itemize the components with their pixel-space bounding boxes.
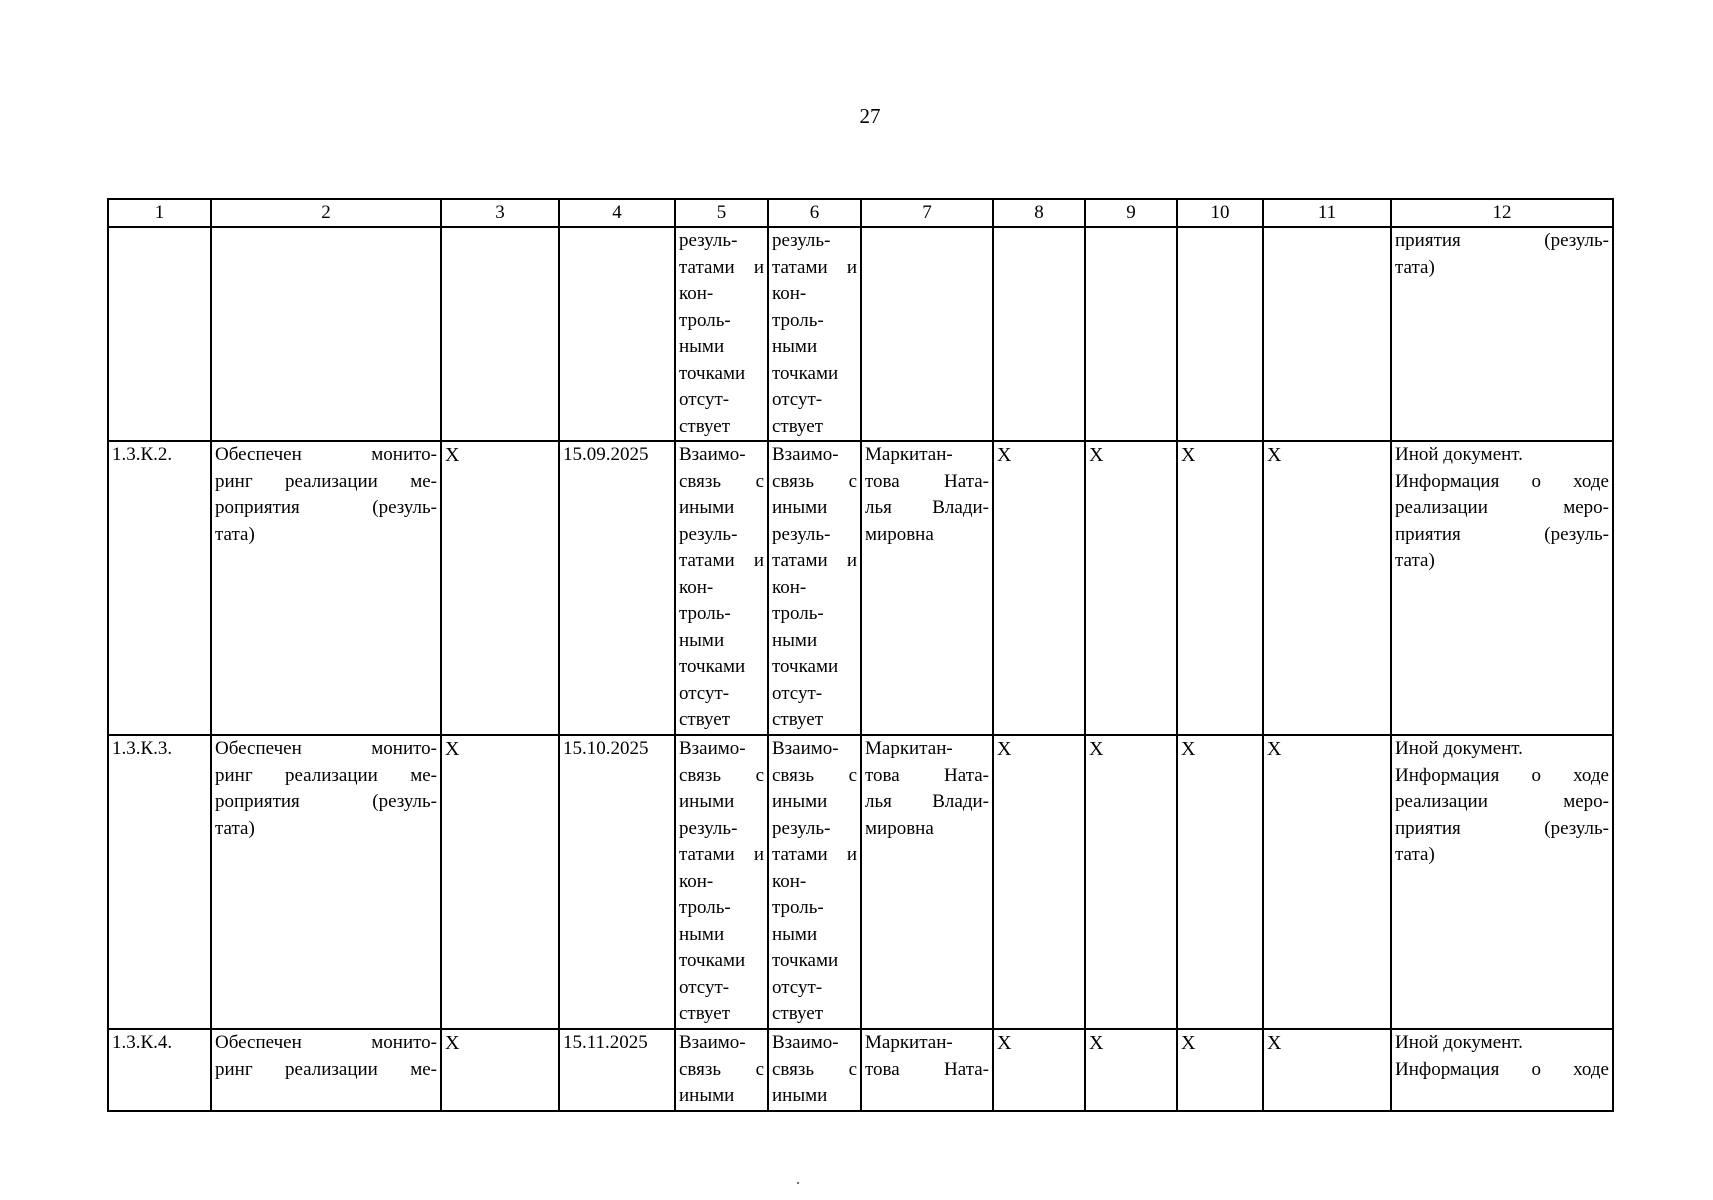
cell-document bbox=[1391, 735, 1613, 1029]
line: точками bbox=[772, 362, 839, 384]
line: отсут- bbox=[772, 976, 823, 998]
line: ствует bbox=[679, 415, 731, 437]
line: точками bbox=[679, 362, 746, 384]
cell-col10: X bbox=[1177, 1029, 1263, 1111]
col-header-3: 3 bbox=[441, 199, 559, 227]
cell-date: 15.10.2025 bbox=[559, 735, 675, 1029]
line: троль- bbox=[772, 897, 824, 918]
cell-code: 1.3.К.2. bbox=[108, 441, 211, 735]
line: Взаимо- bbox=[772, 1032, 839, 1053]
line: троль- bbox=[772, 603, 824, 624]
cell-code: 1.3.К.4. bbox=[108, 1029, 211, 1111]
page-number: 27 bbox=[859, 104, 881, 128]
line: резуль- bbox=[772, 230, 831, 251]
cell-col3 bbox=[441, 227, 559, 441]
line: ствует bbox=[772, 415, 824, 437]
col-header-8: 8 bbox=[993, 199, 1085, 227]
cell-col10: X bbox=[1177, 735, 1263, 1029]
line: Взаимо- bbox=[679, 1032, 746, 1053]
line: троль- bbox=[679, 309, 731, 331]
cell-col5 bbox=[675, 735, 768, 1029]
line: Взаимо- bbox=[772, 738, 839, 759]
line: татами и bbox=[772, 256, 857, 278]
line: троль- bbox=[679, 603, 731, 624]
col-header-2: 2 bbox=[211, 199, 441, 227]
line: приятия (резуль- bbox=[1395, 817, 1609, 839]
line: связь с bbox=[772, 764, 857, 786]
line: Взаимо- bbox=[772, 444, 839, 465]
col-header-1: 1 bbox=[108, 199, 211, 227]
line: отсут- bbox=[679, 976, 730, 998]
line: иными bbox=[772, 1085, 828, 1106]
line: ствует bbox=[772, 709, 824, 730]
line: ными bbox=[679, 336, 725, 357]
line: отсут- bbox=[679, 682, 730, 704]
line: татами и bbox=[679, 550, 764, 571]
col-header-6: 6 bbox=[768, 199, 861, 227]
line: реализации меро- bbox=[1395, 791, 1609, 812]
line: тата) bbox=[1395, 256, 1435, 278]
line: иными bbox=[679, 791, 735, 812]
cell-col6 bbox=[768, 227, 861, 441]
line: Обеспечен монито- bbox=[215, 738, 437, 759]
line: ринг реализации ме- bbox=[215, 764, 437, 786]
line: приятия (резуль- bbox=[1395, 230, 1609, 251]
line: точками bbox=[679, 656, 746, 677]
line: Маркитан- bbox=[865, 1032, 953, 1053]
cell-code bbox=[108, 227, 211, 441]
line: ствует bbox=[679, 709, 731, 730]
line: реализации меро- bbox=[1395, 497, 1609, 518]
cell-col3: X bbox=[441, 441, 559, 735]
col-header-11: 11 bbox=[1263, 199, 1391, 227]
cell-document bbox=[1391, 1029, 1613, 1111]
cell-col10: X bbox=[1177, 441, 1263, 735]
cell-col10 bbox=[1177, 227, 1263, 441]
line: резуль- bbox=[679, 523, 738, 545]
col-header-5: 5 bbox=[675, 199, 768, 227]
line: кон- bbox=[772, 576, 807, 598]
cell-name bbox=[211, 735, 441, 1029]
cell-document bbox=[1391, 441, 1613, 735]
line: мировна bbox=[865, 523, 934, 545]
cell-responsible bbox=[861, 735, 993, 1029]
line: резуль- bbox=[679, 817, 738, 839]
cell-col5 bbox=[675, 441, 768, 735]
cell-name bbox=[211, 1029, 441, 1111]
cell-date: 15.11.2025 bbox=[559, 1029, 675, 1111]
line: точками bbox=[772, 950, 839, 971]
col-header-9: 9 bbox=[1085, 199, 1177, 227]
line: това Ната- bbox=[865, 764, 989, 786]
line: Обеспечен монито- bbox=[215, 444, 437, 465]
line: резуль- bbox=[679, 230, 738, 251]
line: иными bbox=[772, 791, 828, 812]
line: приятия (резуль- bbox=[1395, 523, 1609, 545]
line: связь с bbox=[679, 470, 764, 492]
line: троль- bbox=[772, 309, 824, 331]
line: иными bbox=[679, 497, 735, 518]
cell-col9: X bbox=[1085, 735, 1177, 1029]
line: тата) bbox=[1395, 550, 1435, 571]
line: мировна bbox=[865, 817, 934, 839]
line: ринг реализации ме- bbox=[215, 1058, 437, 1080]
cell-col9: X bbox=[1085, 1029, 1177, 1111]
line: татами и bbox=[679, 844, 764, 865]
line: Взаимо- bbox=[679, 738, 746, 759]
cell-name bbox=[211, 227, 441, 441]
line: роприятия (резуль- bbox=[215, 497, 437, 518]
line: Иной документ. bbox=[1395, 738, 1523, 759]
col-header-10: 10 bbox=[1177, 199, 1263, 227]
line: троль- bbox=[679, 897, 731, 918]
line: татами и bbox=[772, 844, 857, 865]
plan-table bbox=[107, 198, 1614, 1112]
scan-speck bbox=[797, 1182, 799, 1184]
cell-col8 bbox=[993, 227, 1085, 441]
line: связь с bbox=[679, 764, 764, 786]
line: ствует bbox=[679, 1003, 731, 1024]
cell-col9: X bbox=[1085, 441, 1177, 735]
line: кон- bbox=[772, 283, 807, 304]
cell-responsible bbox=[861, 1029, 993, 1111]
line: связь с bbox=[679, 1058, 764, 1080]
col-header-12: 12 bbox=[1391, 199, 1613, 227]
table-row bbox=[108, 441, 1613, 735]
line: това Ната- bbox=[865, 470, 989, 492]
line: точками bbox=[679, 950, 746, 971]
col-header-7: 7 bbox=[861, 199, 993, 227]
line: тата) bbox=[215, 817, 255, 839]
cell-col5 bbox=[675, 227, 768, 441]
line: Информация о ходе bbox=[1395, 764, 1609, 786]
line: отсут- bbox=[772, 389, 823, 410]
line: отсут- bbox=[772, 682, 823, 704]
cell-col8: X bbox=[993, 441, 1085, 735]
line: ными bbox=[772, 336, 818, 357]
line: кон- bbox=[679, 870, 714, 892]
line: Маркитан- bbox=[865, 738, 953, 759]
line: ствует bbox=[772, 1003, 824, 1024]
header-row bbox=[108, 199, 1613, 227]
line: тата) bbox=[215, 523, 255, 545]
line: лья Влади- bbox=[865, 791, 989, 812]
line: Обеспечен монито- bbox=[215, 1032, 437, 1053]
line: Информация о ходе bbox=[1395, 470, 1609, 492]
line: ринг реализации ме- bbox=[215, 470, 437, 492]
line: татами и bbox=[679, 256, 764, 278]
line: ными bbox=[679, 629, 725, 651]
cell-col6 bbox=[768, 735, 861, 1029]
line: татами и bbox=[772, 550, 857, 571]
line: кон- bbox=[679, 283, 714, 304]
cell-col8: X bbox=[993, 735, 1085, 1029]
line: связь с bbox=[772, 1058, 857, 1080]
line: лья Влади- bbox=[865, 497, 989, 518]
cell-col5 bbox=[675, 1029, 768, 1111]
line: Иной документ. bbox=[1395, 1032, 1523, 1053]
line: роприятия (резуль- bbox=[215, 791, 437, 812]
line: Взаимо- bbox=[679, 444, 746, 465]
line: иными bbox=[772, 497, 828, 518]
line: ными bbox=[772, 629, 818, 651]
cell-responsible bbox=[861, 441, 993, 735]
line: отсут- bbox=[679, 389, 730, 410]
line: кон- bbox=[679, 576, 714, 598]
cell-name bbox=[211, 441, 441, 735]
line: ными bbox=[772, 923, 818, 945]
cell-code: 1.3.К.3. bbox=[108, 735, 211, 1029]
cell-col9 bbox=[1085, 227, 1177, 441]
cell-col11: X bbox=[1263, 1029, 1391, 1111]
cell-col3: X bbox=[441, 1029, 559, 1111]
cell-responsible bbox=[861, 227, 993, 441]
cell-col6 bbox=[768, 1029, 861, 1111]
cell-col6 bbox=[768, 441, 861, 735]
line: тата) bbox=[1395, 844, 1435, 865]
line: ными bbox=[679, 923, 725, 945]
line: Маркитан- bbox=[865, 444, 953, 465]
line: иными bbox=[679, 1085, 735, 1106]
cell-col11: X bbox=[1263, 735, 1391, 1029]
line: резуль- bbox=[772, 523, 831, 545]
line: связь с bbox=[772, 470, 857, 492]
cell-col11: X bbox=[1263, 441, 1391, 735]
line: Информация о ходе bbox=[1395, 1058, 1609, 1080]
cell-date: 15.09.2025 bbox=[559, 441, 675, 735]
line: кон- bbox=[772, 870, 807, 892]
cell-date bbox=[559, 227, 675, 441]
line: Иной документ. bbox=[1395, 444, 1523, 465]
table-row-continuation bbox=[108, 227, 1613, 441]
cell-col8: X bbox=[993, 1029, 1085, 1111]
col-header-4: 4 bbox=[559, 199, 675, 227]
cell-document bbox=[1391, 227, 1613, 441]
line: точками bbox=[772, 656, 839, 677]
line: резуль- bbox=[772, 817, 831, 839]
cell-col3: X bbox=[441, 735, 559, 1029]
cell-col11 bbox=[1263, 227, 1391, 441]
table-row bbox=[108, 735, 1613, 1029]
table-row bbox=[108, 1029, 1613, 1111]
line: това Ната- bbox=[865, 1058, 989, 1080]
